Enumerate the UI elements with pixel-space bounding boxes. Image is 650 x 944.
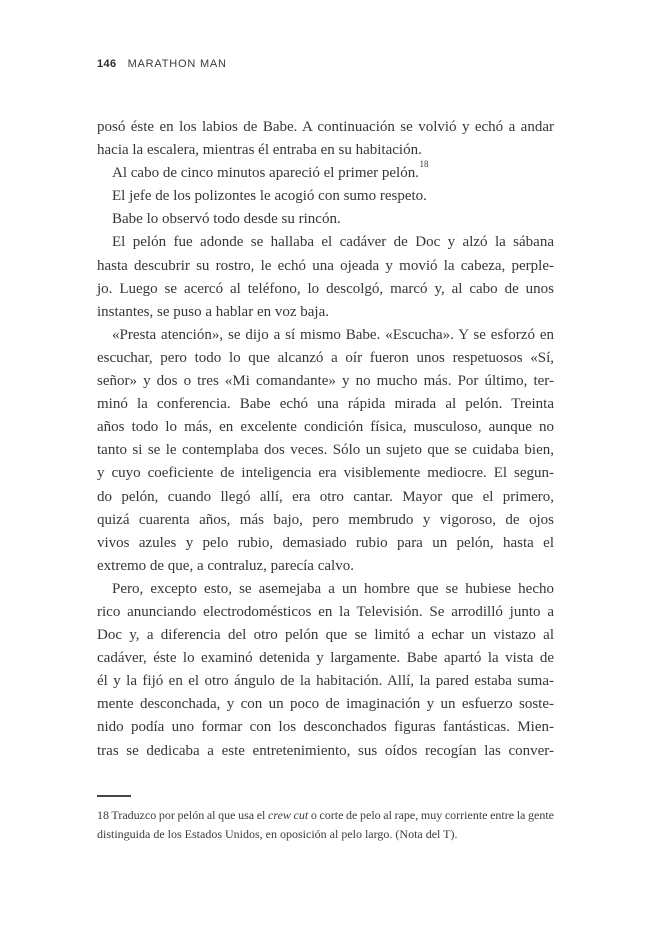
body-line bbox=[97, 370, 554, 393]
footnote bbox=[97, 806, 554, 843]
text-run: 18 Traduzco por pelón al que usa el bbox=[97, 808, 269, 822]
body-line bbox=[97, 324, 554, 347]
body-line bbox=[97, 185, 554, 208]
text-run: instantes, se puso a hablar en voz baja. bbox=[97, 303, 330, 320]
body-line bbox=[97, 416, 554, 439]
text-run: Al cabo de cinco minutos apareció el primer pelón. bbox=[112, 165, 419, 182]
text-run: do pelón, cuando llegó allí, era otro cantar. Mayor que el primero, bbox=[97, 488, 554, 505]
body-line bbox=[97, 439, 554, 462]
body-line bbox=[97, 158, 554, 185]
body-line bbox=[97, 208, 554, 231]
body-line bbox=[97, 578, 554, 601]
body-line bbox=[97, 716, 554, 739]
text-run: nido podía uno formar con los desconchados figuras fantásticas. Mien- bbox=[97, 719, 554, 736]
text-run: vivos azules y pelo rubio, demasiado rubio para un pelón, hasta el bbox=[97, 534, 554, 551]
text-run: escuchar, pero todo lo que alcanzó a oír fueron unos respetuosos «Sí, bbox=[97, 349, 554, 366]
text-run: distinguida de los Estados Unidos, en oposición al pelo largo. (Nota del T). bbox=[97, 826, 458, 841]
body-line bbox=[97, 509, 554, 532]
text-run: tanto si se le contemplaba dos veces. Sólo un sujeto que se cuidaba bien, bbox=[97, 442, 554, 459]
footnote-separator bbox=[97, 795, 131, 797]
footnote-italic-term: crew cut bbox=[268, 808, 309, 822]
body-line bbox=[97, 278, 554, 301]
body-line bbox=[97, 740, 554, 763]
text-run: Babe lo observó todo desde su rincón. bbox=[112, 211, 341, 228]
text-run: posó éste en los labios de Babe. A continuación se volvió y echó a andar bbox=[97, 119, 554, 135]
text-run: jo. Luego se acercó al teléfono, lo descolgó, marcó y, al cabo de unos bbox=[97, 280, 554, 297]
text-run: cadáver, éste lo examinó detenida y largamente. Babe apartó la vista de bbox=[97, 650, 554, 667]
text-run: Pero, excepto esto, se asemejaba a un hombre que se hubiese hecho bbox=[112, 580, 554, 597]
footnote-reference-marker: 18 bbox=[419, 158, 429, 169]
body-line bbox=[97, 693, 554, 716]
text-run: El pelón fue adonde se hallaba el cadáver de Doc y alzó la sábana bbox=[112, 234, 554, 251]
text-run: «Presta atención», se dijo a sí mismo Babe. «Escucha». Y se esforzó en bbox=[112, 326, 554, 343]
body-line bbox=[97, 139, 554, 162]
text-run: señor» y dos o tres «Mi comandante» y no mucho más. Por último, ter- bbox=[97, 373, 554, 390]
body-line bbox=[97, 393, 554, 416]
text-run: quizá cuarenta años, más bajo, pero membrudo y vigoroso, de ojos bbox=[97, 511, 554, 528]
body-line bbox=[97, 601, 554, 624]
body-line bbox=[97, 532, 554, 555]
body-text bbox=[97, 116, 554, 763]
body-line bbox=[97, 347, 554, 370]
text-run: mente desconchada, y con un poco de imaginación y un esfuerzo soste- bbox=[97, 696, 554, 713]
footnote-line bbox=[97, 806, 554, 825]
running-title: MARATHON MAN bbox=[127, 58, 227, 70]
page-header bbox=[97, 58, 227, 70]
body-line bbox=[97, 462, 554, 485]
body-line bbox=[97, 670, 554, 693]
text-run: años todo lo más, en excelente condición física, musculoso, aunque no bbox=[97, 419, 554, 436]
footnote-line bbox=[97, 825, 554, 844]
text-run: hasta descubrir su rostro, le echó una ojeada y movió la cabeza, perple- bbox=[97, 257, 554, 274]
text-run: rico anunciando electrodomésticos en la Televisión. Se arrodilló junto a bbox=[97, 603, 554, 620]
body-line bbox=[97, 555, 554, 578]
body-line bbox=[97, 301, 554, 324]
text-run: o corte de pelo al rape, muy corriente entre la gente bbox=[308, 808, 554, 822]
page-number: 146 bbox=[97, 58, 117, 70]
text-run: tras se dedicaba a este entretenimiento, sus oídos recogían las conver- bbox=[97, 742, 554, 759]
text-run: y cuyo coeficiente de inteligencia era visiblemente mediocre. El segun- bbox=[97, 465, 554, 482]
text-run: El jefe de los polizontes le acogió con sumo respeto. bbox=[112, 188, 427, 205]
text-run: hacia la escalera, mientras él entraba en su habitación. bbox=[97, 142, 422, 159]
text-run: extremo de que, a contraluz, parecía calvo. bbox=[97, 557, 354, 574]
body-line bbox=[97, 231, 554, 254]
body-line bbox=[97, 647, 554, 670]
text-run: él y la fijó en el otro ángulo de la habitación. Allí, la pared estaba suma- bbox=[97, 673, 554, 690]
body-line bbox=[97, 116, 554, 139]
body-line bbox=[97, 486, 554, 509]
body-line bbox=[97, 624, 554, 647]
text-run: minó la conferencia. Babe echó una rápida mirada al pelón. Treinta bbox=[97, 396, 554, 413]
body-line bbox=[97, 255, 554, 278]
text-run: Doc y, a diferencia del otro pelón que se limitó a echar un vistazo al bbox=[97, 627, 554, 644]
